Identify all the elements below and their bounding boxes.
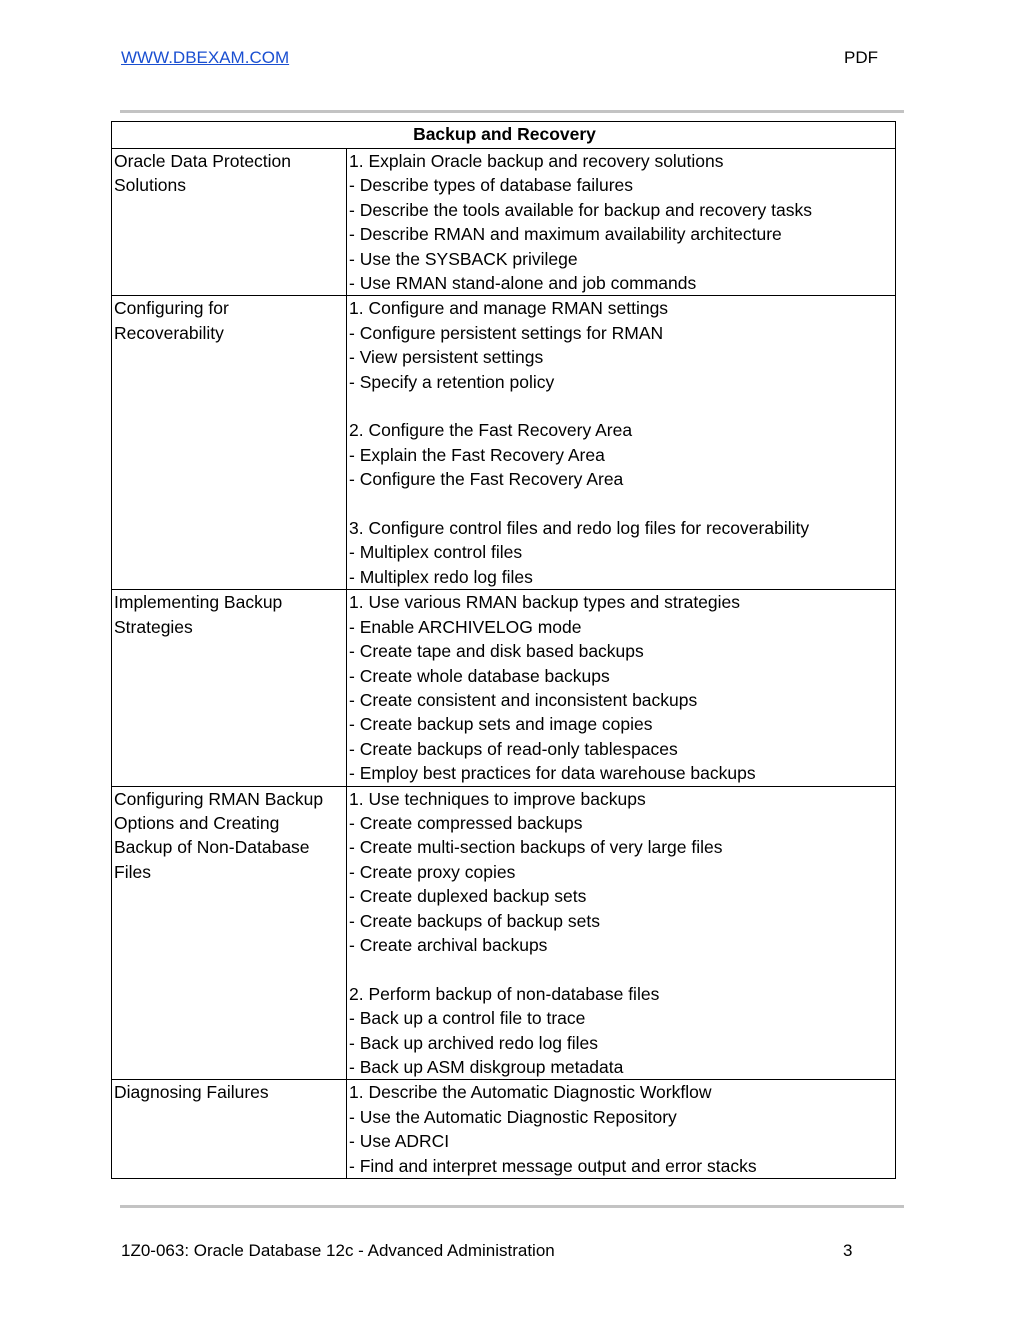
table-row bbox=[112, 1080, 896, 1179]
item-line: - Multiplex control files bbox=[349, 542, 523, 563]
topic-cell bbox=[112, 296, 347, 590]
table-title: Backup and Recovery bbox=[112, 122, 896, 149]
topic-cell bbox=[112, 1080, 347, 1179]
items-cell bbox=[347, 590, 896, 786]
item-line: - Create duplexed backup sets bbox=[349, 886, 587, 907]
item-line: 2. Perform backup of non-database files bbox=[349, 983, 660, 1004]
topic-line: Configuring RMAN Backup bbox=[114, 788, 324, 809]
item-line: - Use RMAN stand-alone and job commands bbox=[349, 273, 697, 294]
topic-line: Solutions bbox=[114, 175, 186, 196]
topic-cell bbox=[112, 590, 347, 786]
item-line: 1. Configure and manage RMAN settings bbox=[349, 298, 669, 319]
item-line: - Describe types of database failures bbox=[349, 175, 634, 196]
items-cell bbox=[347, 149, 896, 296]
table-row bbox=[112, 786, 896, 1080]
items-cell bbox=[347, 786, 896, 1080]
topic-cell bbox=[112, 149, 347, 296]
item-line: - Specify a retention policy bbox=[349, 371, 555, 392]
item-line: - Enable ARCHIVELOG mode bbox=[349, 616, 582, 637]
item-line bbox=[349, 492, 895, 516]
table-row bbox=[112, 296, 896, 590]
topic-line: Files bbox=[114, 861, 151, 882]
item-line bbox=[349, 394, 895, 418]
footer-divider bbox=[120, 1205, 904, 1208]
item-line: - Employ best practices for data warehouse backups bbox=[349, 763, 756, 784]
topic-line: Recoverability bbox=[114, 322, 224, 343]
header-divider bbox=[120, 110, 904, 113]
item-line: - Create proxy copies bbox=[349, 861, 516, 882]
topic-line: Configuring for bbox=[114, 298, 229, 319]
item-line: - Multiplex redo log files bbox=[349, 566, 533, 587]
item-line bbox=[349, 957, 895, 981]
item-line: - Configure persistent settings for RMAN bbox=[349, 322, 664, 343]
item-line: - Find and interpret message output and error stacks bbox=[349, 1155, 757, 1176]
item-line: - Create backups of read-only tablespaces bbox=[349, 738, 678, 759]
item-line: - Back up archived redo log files bbox=[349, 1032, 599, 1053]
item-line: 1. Use techniques to improve backups bbox=[349, 788, 646, 809]
items-cell bbox=[347, 296, 896, 590]
item-line: - Create consistent and inconsistent backups bbox=[349, 689, 698, 710]
item-line: - Describe the tools available for backup and recovery tasks bbox=[349, 199, 813, 220]
item-line: - Create compressed backups bbox=[349, 812, 583, 833]
item-line: - Create backups of backup sets bbox=[349, 910, 600, 931]
item-line: - Create multi-section backups of very large files bbox=[349, 837, 723, 858]
item-line: - Create backup sets and image copies bbox=[349, 714, 653, 735]
header-label: PDF bbox=[844, 48, 878, 67]
items-cell bbox=[347, 1080, 896, 1179]
item-line: - Back up a control file to trace bbox=[349, 1008, 586, 1029]
site-link[interactable]: WWW.DBEXAM.COM bbox=[121, 48, 290, 67]
item-line: - View persistent settings bbox=[349, 347, 544, 368]
item-line: - Create tape and disk based backups bbox=[349, 641, 644, 662]
item-line: - Create whole database backups bbox=[349, 665, 610, 686]
item-line: 2. Configure the Fast Recovery Area bbox=[349, 420, 633, 441]
page-number: 3 bbox=[843, 1241, 853, 1260]
item-line: 1. Use various RMAN backup types and strategies bbox=[349, 592, 741, 613]
item-line: - Configure the Fast Recovery Area bbox=[349, 469, 624, 490]
table-row bbox=[112, 590, 896, 786]
topic-line: Strategies bbox=[114, 616, 193, 637]
item-line: - Describe RMAN and maximum availability architecture bbox=[349, 224, 782, 245]
table-row bbox=[112, 149, 896, 296]
syllabus-table bbox=[111, 121, 896, 1179]
item-line: 1. Explain Oracle backup and recovery solutions bbox=[349, 151, 724, 171]
item-line: - Use the Automatic Diagnostic Repository bbox=[349, 1106, 677, 1127]
item-line: - Use the SYSBACK privilege bbox=[349, 248, 578, 269]
item-line: 1. Describe the Automatic Diagnostic Workflow bbox=[349, 1082, 712, 1103]
topic-line: Diagnosing Failures bbox=[114, 1082, 269, 1103]
footer-title: 1Z0-063: Oracle Database 12c - Advanced Administration bbox=[121, 1241, 555, 1260]
item-line: - Create archival backups bbox=[349, 934, 548, 955]
topic-line: Oracle Data Protection bbox=[114, 151, 292, 171]
topic-cell bbox=[112, 786, 347, 1080]
item-line: - Use ADRCI bbox=[349, 1131, 450, 1152]
topic-line: Implementing Backup bbox=[114, 592, 283, 613]
item-line: 3. Configure control files and redo log files for recoverability bbox=[349, 518, 810, 539]
topic-line: Backup of Non-Database bbox=[114, 837, 310, 858]
item-line: - Back up ASM diskgroup metadata bbox=[349, 1056, 624, 1077]
item-line: - Explain the Fast Recovery Area bbox=[349, 444, 605, 465]
topic-line: Options and Creating bbox=[114, 812, 280, 833]
